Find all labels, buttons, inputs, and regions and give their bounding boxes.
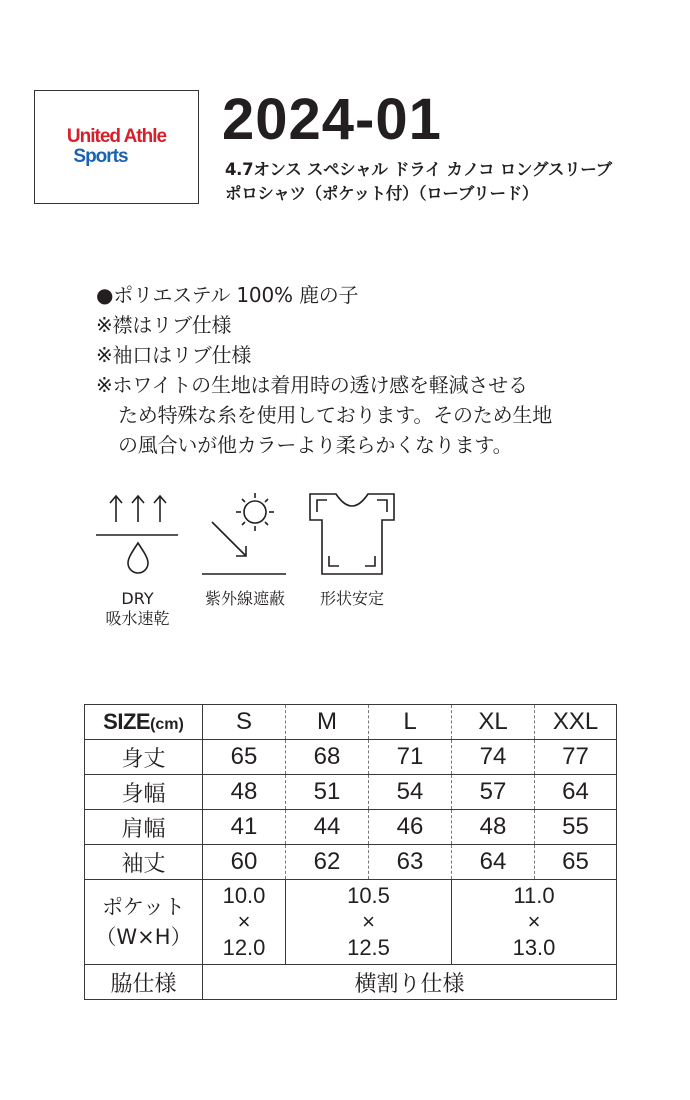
pocket-label-line1: ポケット — [102, 895, 185, 919]
pocket-s-times: × — [237, 909, 251, 934]
table-cell: 65 — [535, 845, 617, 880]
dry-label — [90, 589, 185, 629]
product-name — [225, 158, 675, 206]
shape-label: 形状安定 — [319, 589, 384, 608]
dry-icon — [92, 488, 184, 580]
table-cell: 41 — [203, 810, 286, 845]
table-cell: 64 — [452, 845, 535, 880]
table-row-pocket — [85, 880, 617, 965]
table-cell: 48 — [203, 775, 286, 810]
table-cell: 64 — [535, 775, 617, 810]
pocket-ml-width: 10.5 — [347, 883, 390, 908]
table-row-body-length — [85, 740, 617, 775]
table-row-sleeve-length — [85, 845, 617, 880]
feature-white-note: ※ホワイトの生地は着用時の透け感を軽減させる — [96, 373, 528, 397]
table-cell: 68 — [286, 740, 369, 775]
size-header-cell — [85, 705, 203, 740]
side-seam-label: 脇仕様 — [85, 965, 203, 1000]
feature-white-note-cont1: ため特殊な糸を使用しております。そのため生地 — [118, 403, 552, 427]
table-cell: 63 — [369, 845, 452, 880]
product-code: 2024-01 — [222, 87, 442, 152]
table-row-shoulder-width — [85, 810, 617, 845]
pocket-xl-width: 11.0 — [513, 883, 555, 908]
size-xl-header: XL — [452, 705, 535, 740]
pocket-size-m-l — [286, 880, 452, 965]
table-cell: 62 — [286, 845, 369, 880]
pocket-xl-times: × — [527, 909, 541, 934]
size-header-label: SIZE — [103, 709, 151, 734]
table-row-body-width — [85, 775, 617, 810]
feature-cuff: ※袖口はリブ仕様 — [96, 343, 252, 367]
table-cell: 60 — [203, 845, 286, 880]
size-l-header: L — [369, 705, 452, 740]
brand-logo — [34, 90, 199, 204]
table-row-side-seam — [85, 965, 617, 1000]
feature-collar: ※襟はリブ仕様 — [96, 313, 232, 337]
product-name-line1: 4.7オンス スペシャル ドライ カノコ ロングスリーブ — [225, 160, 612, 179]
table-cell: 77 — [535, 740, 617, 775]
pocket-ml-height: 12.5 — [347, 935, 390, 960]
table-cell: 51 — [286, 775, 369, 810]
product-name-line2: ポロシャツ（ポケット付）（ローブリード） — [225, 184, 539, 203]
pocket-label-line2: （W×H） — [95, 925, 192, 949]
size-table — [84, 704, 617, 1000]
table-cell: 44 — [286, 810, 369, 845]
shirt-shape-icon — [306, 488, 398, 580]
feature-material: ●ポリエステル 100% 鹿の子 — [96, 283, 359, 307]
side-seam-value: 横割り仕様 — [203, 965, 617, 1000]
table-cell: 54 — [369, 775, 452, 810]
row-label: 袖丈 — [85, 845, 203, 880]
table-cell: 46 — [369, 810, 452, 845]
brand-logo-line2: Sports — [73, 146, 128, 167]
size-xxl-header: XXL — [535, 705, 617, 740]
table-cell: 71 — [369, 740, 452, 775]
pocket-size-xl-xxl — [452, 880, 617, 965]
brand-logo-line1: United Athle — [66, 126, 167, 147]
table-cell: 65 — [203, 740, 286, 775]
size-header-unit: (cm) — [150, 716, 184, 733]
table-cell: 74 — [452, 740, 535, 775]
uv-label: 紫外線遮蔽 — [204, 589, 285, 608]
pocket-s-width: 10.0 — [222, 883, 266, 908]
feature-list — [96, 280, 656, 460]
pocket-xl-height: 13.0 — [512, 935, 556, 960]
pocket-size-s — [203, 880, 286, 965]
size-m-header: M — [286, 705, 369, 740]
row-label: 肩幅 — [85, 810, 203, 845]
table-cell: 48 — [452, 810, 535, 845]
dry-label-line1: DRY — [121, 589, 154, 608]
pocket-ml-times: × — [362, 909, 375, 934]
table-cell: 55 — [535, 810, 617, 845]
row-label: 身幅 — [85, 775, 203, 810]
uv-shield-icon — [198, 488, 290, 580]
pocket-s-height: 12.0 — [222, 935, 266, 960]
size-s-header: S — [203, 705, 286, 740]
dry-label-line2: 吸水速乾 — [105, 609, 170, 628]
table-cell: 57 — [452, 775, 535, 810]
pocket-label — [85, 880, 203, 965]
feature-white-note-cont2: の風合いが他カラーより柔らかくなります。 — [118, 433, 513, 457]
row-label: 身丈 — [85, 740, 203, 775]
table-header-row — [85, 705, 617, 740]
